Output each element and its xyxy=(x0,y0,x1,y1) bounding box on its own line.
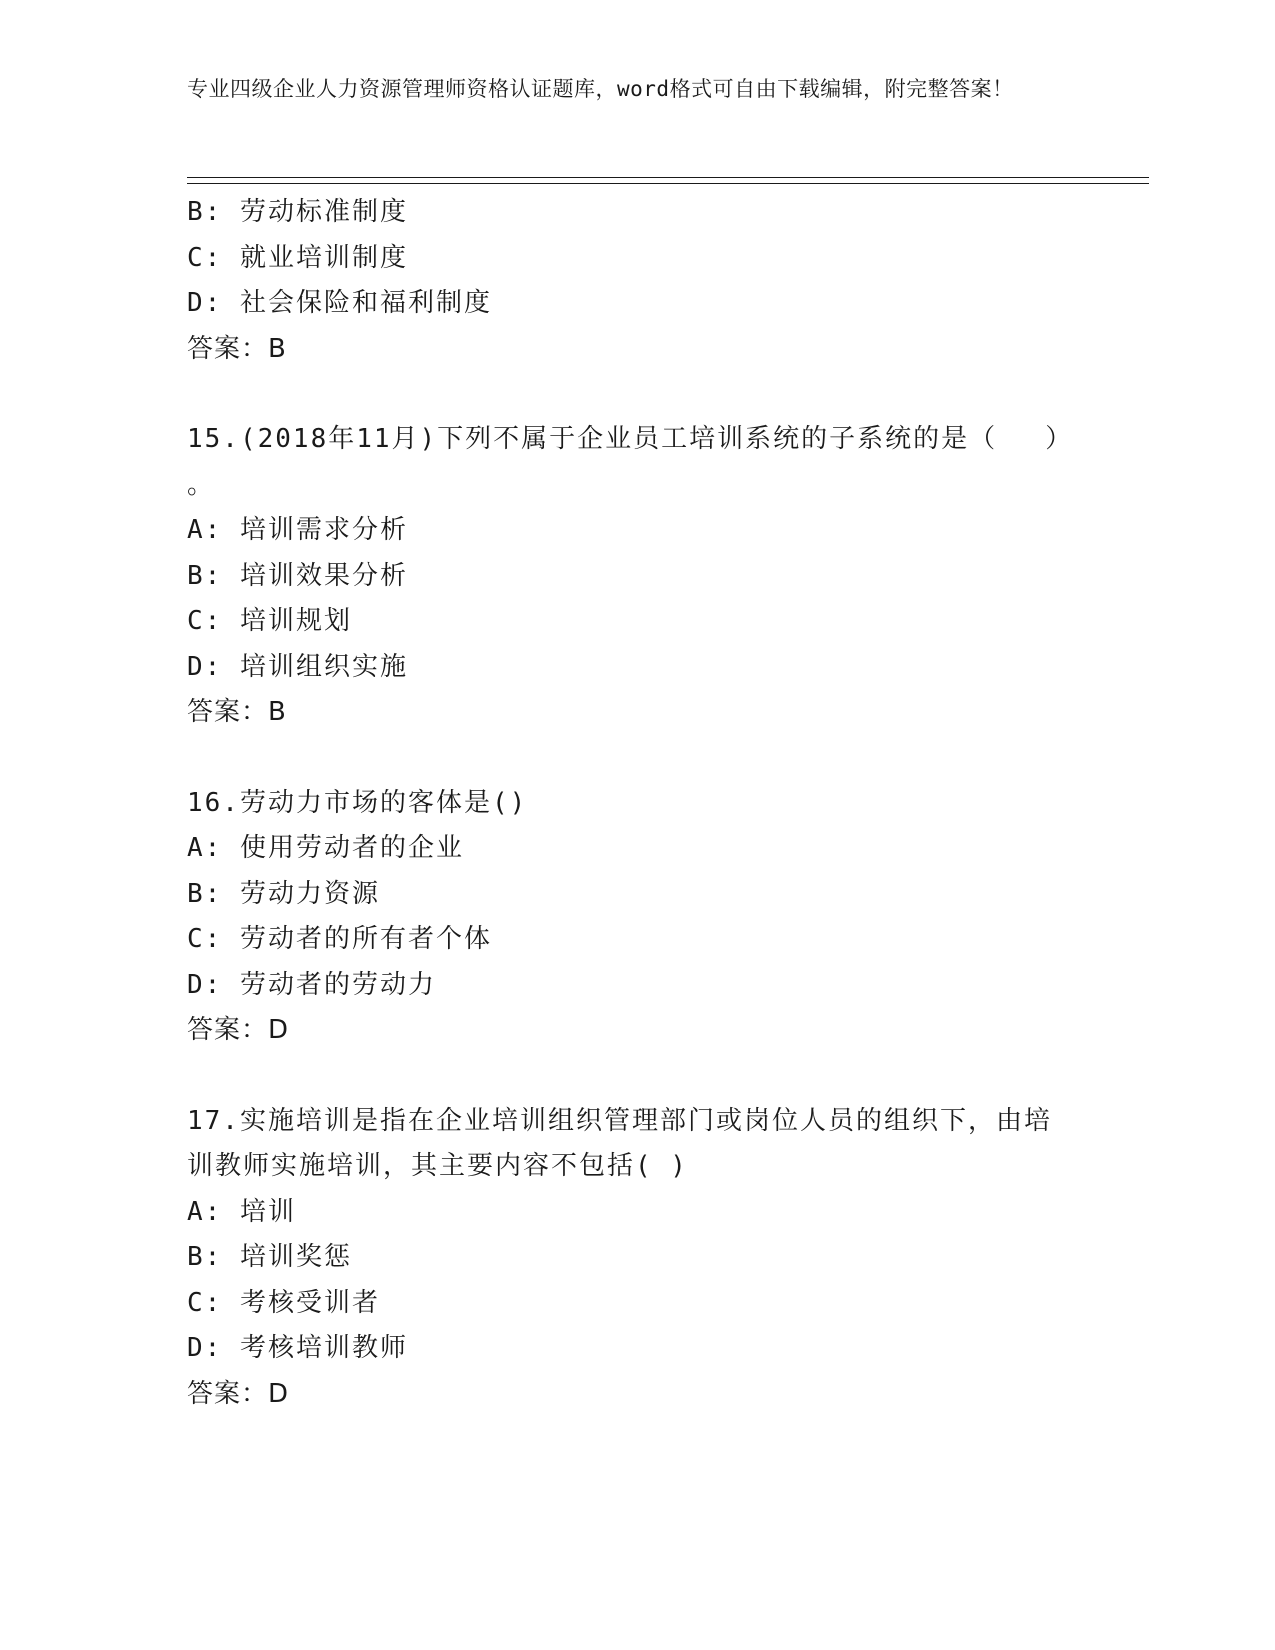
option-text: 考核培训教师 xyxy=(239,1333,408,1363)
header-divider xyxy=(187,177,1149,184)
option-text: 培训奖惩 xyxy=(239,1242,352,1272)
option-text: 培训组织实施 xyxy=(239,651,408,682)
question-stem-continuation: 训教师实施培训，其主要内容不包括( ) xyxy=(187,1151,688,1181)
option-text: 培训 xyxy=(239,1196,296,1227)
option-label: D: xyxy=(187,969,223,1000)
option-d xyxy=(187,645,1147,691)
option-a xyxy=(187,826,1147,872)
option-label: C: xyxy=(187,606,223,636)
option-text: 使用劳动者的企业 xyxy=(239,833,464,863)
option-text: 劳动力资源 xyxy=(239,878,380,909)
option-b xyxy=(187,1235,1147,1281)
stem-text: 15.(2018年11月)下列不属于企业员工培训系统的子系统的是（ xyxy=(187,424,998,454)
option-d xyxy=(187,963,1147,1009)
option-a xyxy=(187,508,1147,554)
option-c xyxy=(187,599,1147,645)
option-d xyxy=(187,1326,1147,1372)
option-label: C: xyxy=(187,242,223,273)
option-text: 劳动标准制度 xyxy=(239,197,408,227)
option-text: 就业培训制度 xyxy=(239,242,408,273)
option-c xyxy=(187,1281,1147,1327)
option-text: 社会保险和福利制度 xyxy=(239,288,492,318)
answer: 答案：B xyxy=(187,697,287,727)
question-15 xyxy=(187,417,1147,736)
option-text: 培训规划 xyxy=(239,606,352,636)
option-b xyxy=(187,554,1147,600)
option-label: C: xyxy=(187,1287,223,1318)
option-label: B: xyxy=(187,560,223,591)
option-b xyxy=(187,872,1147,918)
option-text: 培训效果分析 xyxy=(239,560,408,591)
spacer xyxy=(187,372,1147,417)
question-stem-continuation: 。 xyxy=(187,469,216,500)
question-stem: 17.实施培训是指在企业培训组织管理部门或岗位人员的组织下，由培 xyxy=(187,1105,1052,1136)
option-b xyxy=(187,190,1147,236)
question-14-tail xyxy=(187,190,1147,372)
question-stem: 16.劳动力市场的客体是() xyxy=(187,787,528,818)
option-label: C: xyxy=(187,924,223,954)
option-label: D: xyxy=(187,288,223,318)
question-list xyxy=(187,190,1147,1417)
question-stem xyxy=(187,417,1147,463)
answer: 答案：B xyxy=(187,333,287,364)
option-label: B: xyxy=(187,878,223,909)
option-c xyxy=(187,917,1147,963)
option-text: 劳动者的所有者个体 xyxy=(239,924,492,954)
question-16 xyxy=(187,781,1147,1054)
option-text: 考核受训者 xyxy=(239,1287,380,1318)
stem-close-paren: ） xyxy=(1045,424,1074,454)
option-text: 培训需求分析 xyxy=(239,515,408,545)
answer: 答案：D xyxy=(187,1378,290,1409)
option-label: A: xyxy=(187,833,223,863)
option-a xyxy=(187,1190,1147,1236)
option-c xyxy=(187,236,1147,282)
option-label: A: xyxy=(187,515,223,545)
option-label: B: xyxy=(187,1242,223,1272)
option-label: B: xyxy=(187,197,223,227)
option-label: A: xyxy=(187,1196,223,1227)
option-text: 劳动者的劳动力 xyxy=(239,969,436,1000)
page-header: 专业四级企业人力资源管理师资格认证题库，word格式可自由下载编辑，附完整答案！ xyxy=(187,77,1014,101)
option-label: D: xyxy=(187,651,223,682)
answer: 答案：D xyxy=(187,1015,290,1045)
spacer xyxy=(187,736,1147,781)
question-17 xyxy=(187,1099,1147,1418)
spacer xyxy=(187,1054,1147,1099)
option-d xyxy=(187,281,1147,327)
option-label: D: xyxy=(187,1333,223,1363)
